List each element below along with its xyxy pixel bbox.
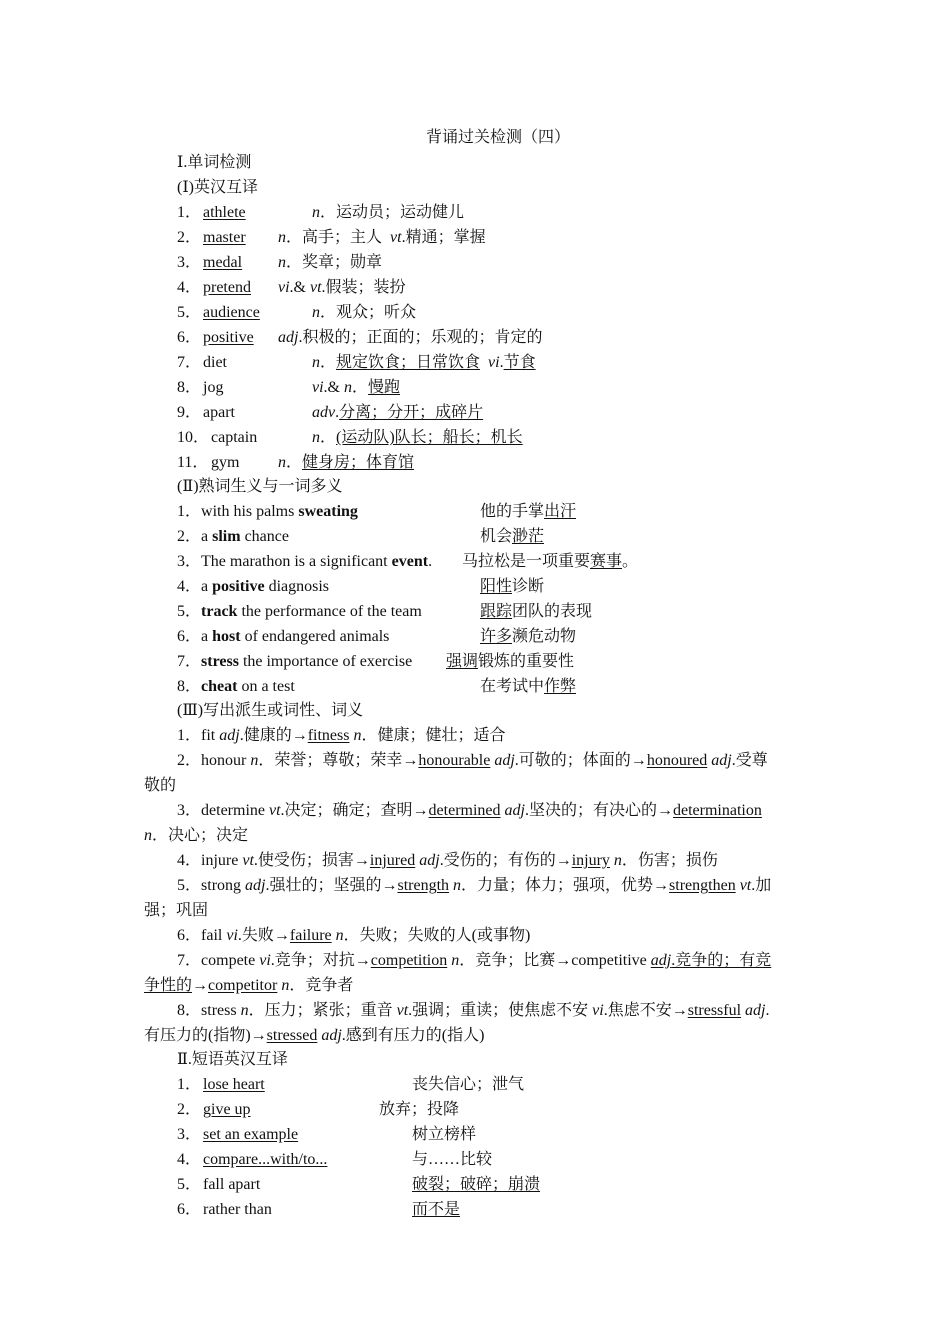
polysemy-item: 8．cheat on a test <box>177 678 295 695</box>
vocab-number: 3． <box>177 254 202 271</box>
section-heading: Ⅰ.单词检测 <box>177 154 252 171</box>
polysemy-translation: 跟踪团队的表现 <box>480 603 593 620</box>
vocab-definition: n．观众；听众 <box>312 304 417 321</box>
vocab-number: 9． <box>177 404 202 421</box>
vocab-definition: vi.& vt.假装；装扮 <box>278 279 406 296</box>
phrase-english: lose heart <box>203 1076 265 1093</box>
derivation-item-continued: 敬的 <box>144 777 177 794</box>
polysemy-translation: 在考试中作弊 <box>480 678 577 695</box>
vocab-definition: n．运动员；运动健儿 <box>312 204 465 221</box>
derivation-item: 7．compete vi.竞争；对抗→competition n．竞争；比赛→competitive adj.竞争的；有竞 <box>177 952 772 969</box>
polysemy-item: 3．The marathon is a significant event. <box>177 553 433 570</box>
vocab-word: jog <box>203 379 224 396</box>
polysemy-translation: 强调锻炼的重要性 <box>446 653 575 670</box>
page-title: 背诵过关检测（四） <box>426 129 571 146</box>
subsection-heading: (Ⅱ)熟词生义与一词多义 <box>177 478 343 495</box>
phrase-number: 4． <box>177 1151 202 1168</box>
phrase-chinese: 放弃；投降 <box>379 1101 460 1118</box>
phrase-number: 5． <box>177 1176 202 1193</box>
phrase-english: set an example <box>203 1126 299 1143</box>
vocab-number: 8． <box>177 379 202 396</box>
vocab-number: 11． <box>177 454 209 471</box>
vocab-word: gym <box>211 454 240 471</box>
derivation-item: 6．fail vi.失败→failure n．失败；失败的人(或事物) <box>177 927 531 944</box>
subsection-heading: (Ⅲ)写出派生或词性、词义 <box>177 702 364 719</box>
phrase-chinese: 与……比较 <box>412 1151 493 1168</box>
phrase-english: rather than <box>203 1201 272 1218</box>
polysemy-item: 6．a host of endangered animals <box>177 628 390 645</box>
vocab-word: athlete <box>203 204 246 221</box>
phrase-english: give up <box>203 1101 251 1118</box>
derivation-item: 1．fit adj.健康的→fitness n．健康；健壮；适合 <box>177 727 506 744</box>
vocab-word: positive <box>203 329 254 346</box>
vocab-definition: n．(运动队)队长；船长；机长 <box>312 429 523 446</box>
vocab-number: 2． <box>177 229 202 246</box>
phrase-english: compare...with/to... <box>203 1151 328 1168</box>
derivation-item: 5．strong adj.强壮的；坚强的→strength n．力量；体力；强项，优势→strengthen vt.加 <box>177 877 772 894</box>
phrase-number: 2． <box>177 1101 202 1118</box>
section-heading: Ⅱ.短语英汉互译 <box>177 1051 288 1068</box>
polysemy-translation: 马拉松是一项重要赛事。 <box>462 553 639 570</box>
phrase-number: 6． <box>177 1201 202 1218</box>
polysemy-translation: 机会渺茫 <box>480 528 545 545</box>
vocab-number: 6． <box>177 329 202 346</box>
vocab-number: 7． <box>177 354 202 371</box>
polysemy-item: 2．a slim chance <box>177 528 289 545</box>
derivation-item: 2．honour n．荣誉；尊敬；荣幸→honourable adj.可敬的；体面的→honoured adj.受尊 <box>177 752 768 769</box>
polysemy-item: 5．track the performance of the team <box>177 603 422 620</box>
polysemy-item: 7．stress the importance of exercise <box>177 653 413 670</box>
subsection-heading: (Ⅰ)英汉互译 <box>177 179 258 196</box>
derivation-item-continued: 有压力的(指物)→stressed adj.感到有压力的(指人) <box>144 1027 485 1044</box>
vocab-number: 1． <box>177 204 202 221</box>
vocab-word: master <box>203 229 246 246</box>
vocab-definition: n．规定饮食；日常饮食 vi.节食 <box>312 354 536 371</box>
phrase-english: fall apart <box>203 1176 261 1193</box>
vocab-definition: n．奖章；勋章 <box>278 254 383 271</box>
vocab-definition: vi.& n．慢跑 <box>312 379 401 396</box>
derivation-item-continued: 强；巩固 <box>144 902 209 919</box>
phrase-chinese: 破裂；破碎；崩溃 <box>412 1176 541 1193</box>
phrase-chinese: 丧失信心；泄气 <box>412 1076 525 1093</box>
derivation-item-continued: n．决心；决定 <box>144 827 249 844</box>
vocab-definition: n．高手；主人 vt.精通；掌握 <box>278 229 486 246</box>
polysemy-translation: 阳性诊断 <box>480 578 545 595</box>
derivation-item-continued: 争性的→competitor n．竞争者 <box>144 977 354 994</box>
vocab-word: audience <box>203 304 260 321</box>
vocab-word: diet <box>203 354 227 371</box>
vocab-definition: n．健身房；体育馆 <box>278 454 415 471</box>
vocab-number: 4． <box>177 279 202 296</box>
phrase-chinese: 树立榜样 <box>412 1126 477 1143</box>
derivation-item: 4．injure vt.使受伤；损害→injured adj.受伤的；有伤的→injury n．伤害；损伤 <box>177 852 718 869</box>
phrase-chinese: 而不是 <box>412 1201 461 1218</box>
polysemy-item: 1．with his palms sweating <box>177 503 358 520</box>
polysemy-translation: 许多濒危动物 <box>480 628 577 645</box>
vocab-word: medal <box>203 254 243 271</box>
vocab-word: pretend <box>203 279 251 296</box>
vocab-number: 5． <box>177 304 202 321</box>
vocab-word: apart <box>203 404 235 421</box>
phrase-number: 1． <box>177 1076 202 1093</box>
polysemy-item: 4．a positive diagnosis <box>177 578 330 595</box>
derivation-item: 8．stress n．压力；紧张；重音 vt.强调；重读；使焦虑不安 vi.焦虑不安→stressful adj. <box>177 1002 770 1019</box>
vocab-definition: adj.积极的；正面的；乐观的；肯定的 <box>278 329 543 346</box>
vocab-definition: adv.分离；分开；成碎片 <box>312 404 484 421</box>
phrase-number: 3． <box>177 1126 202 1143</box>
polysemy-translation: 他的手掌出汗 <box>480 503 577 520</box>
derivation-item: 3．determine vt.决定；确定；查明→determined adj.坚决的；有决心的→determination <box>177 802 762 819</box>
vocab-number: 10． <box>177 429 210 446</box>
vocab-word: captain <box>211 429 258 446</box>
